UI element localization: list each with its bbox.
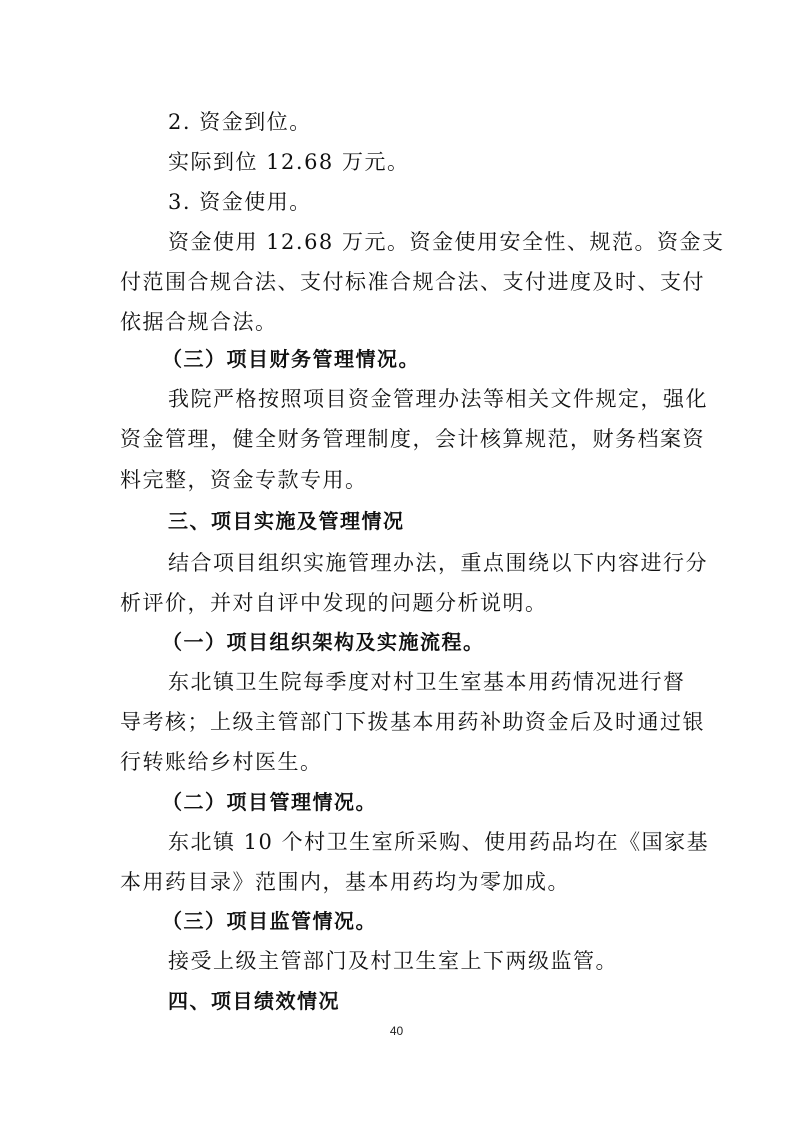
subheading-organization: （一）项目组织架构及实施流程。 xyxy=(162,630,485,654)
section-item-funds-usage: 3. 资金使用。 xyxy=(168,190,312,214)
paragraph-line: 资金管理，健全财务管理制度，会计核算规范，财务档案资 xyxy=(120,427,705,451)
paragraph-line: 东北镇 10 个村卫生室所采购、使用药品均在《国家基 xyxy=(168,830,710,854)
paragraph-line: 付范围合规合法、支付标准合规合法、支付进度及时、支付 xyxy=(120,270,705,294)
paragraph-line: 东北镇卫生院每季度对村卫生室基本用药情况进行督 xyxy=(168,670,686,694)
subheading-financial-management: （三）项目财务管理情况。 xyxy=(162,347,420,371)
paragraph-line: 析评价，并对自评中发现的问题分析说明。 xyxy=(120,591,548,615)
paragraph-line: 资金使用 12.68 万元。资金使用安全性、规范。资金支 xyxy=(168,230,725,254)
paragraph-line: 料完整，资金专款专用。 xyxy=(120,468,368,492)
subheading-supervision: （三）项目监管情况。 xyxy=(162,909,377,933)
paragraph-line: 导考核；上级主管部门下拨基本用药补助资金后及时通过银 xyxy=(120,710,705,734)
paragraph-line: 接受上级主管部门及村卫生室上下两级监管。 xyxy=(168,949,618,973)
subheading-management: （二）项目管理情况。 xyxy=(162,790,377,814)
section-item-funds-arrival: 2. 资金到位。 xyxy=(168,110,312,134)
paragraph-line: 我院严格按照项目资金管理办法等相关文件规定，强化 xyxy=(168,387,708,411)
page-number: 40 xyxy=(389,1024,404,1038)
paragraph-line: 结合项目组织实施管理办法，重点围绕以下内容进行分 xyxy=(168,551,708,575)
paragraph-line: 实际到位 12.68 万元。 xyxy=(168,150,410,174)
paragraph-line: 依据合规合法。 xyxy=(120,310,278,334)
section-heading-performance: 四、项目绩效情况 xyxy=(168,989,340,1013)
paragraph-line: 行转账给乡村医生。 xyxy=(120,750,323,774)
section-heading-implementation: 三、项目实施及管理情况 xyxy=(168,509,405,533)
paragraph-line: 本用药目录》范围内，基本用药均为零加成。 xyxy=(120,870,570,894)
